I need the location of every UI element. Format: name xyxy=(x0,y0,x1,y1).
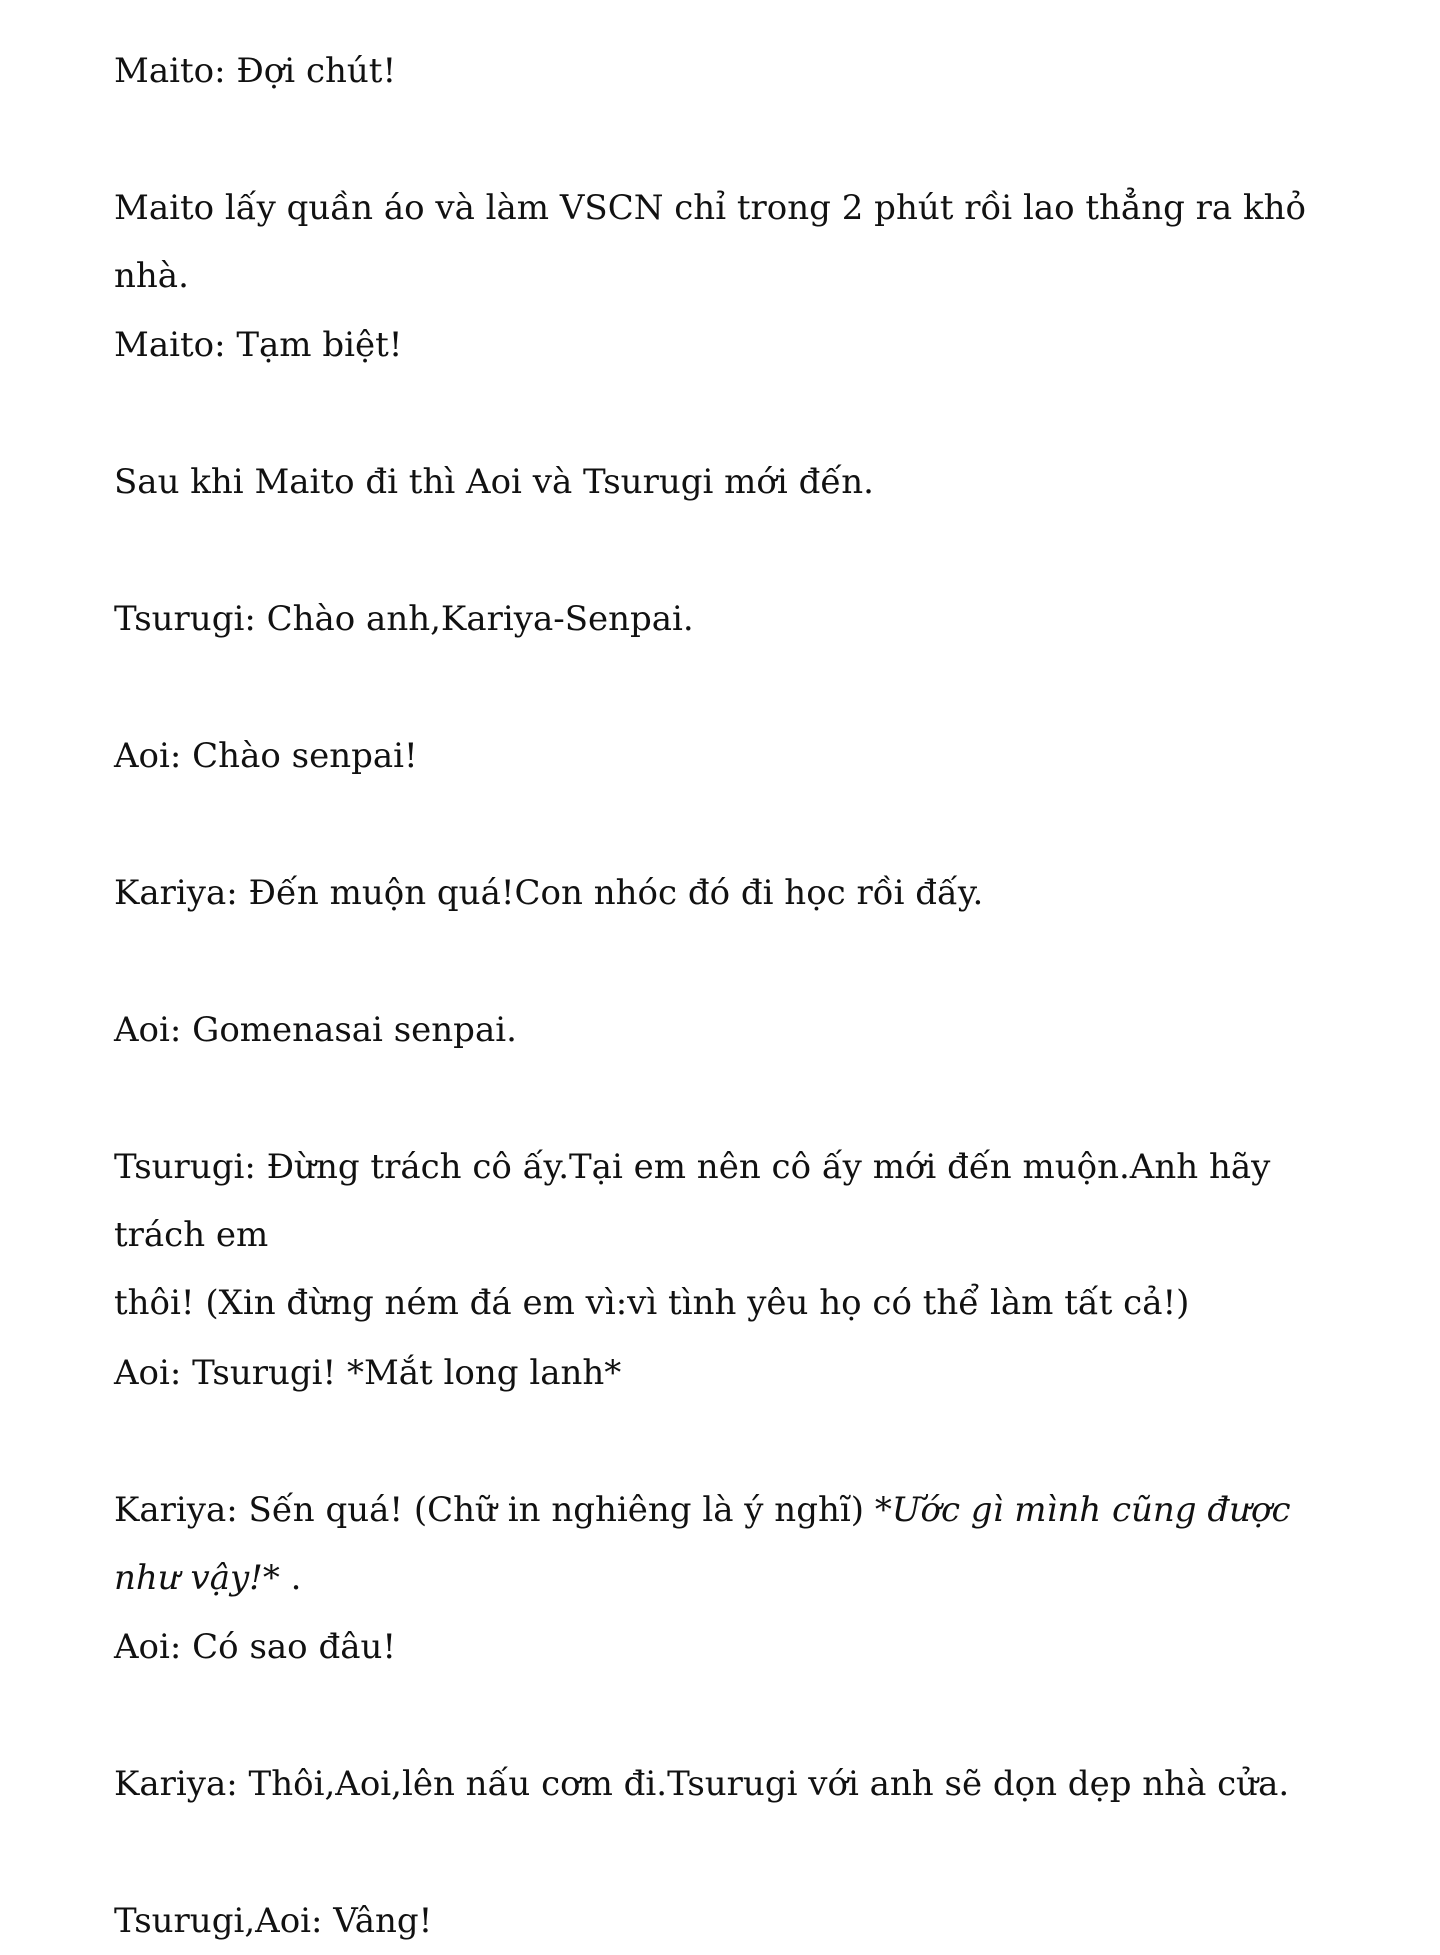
paragraph-kariya-thought xyxy=(114,1476,1340,1612)
paragraph-aoi-no-problem: Aoi: Có sao đâu! xyxy=(114,1627,397,1667)
paragraph-tsurugi-defense-line2: thôi! (Xin đừng ném đá em vì:vì tình yêu họ có thể làm tất cả!) xyxy=(114,1283,1190,1323)
paragraph-narration-arrival: Sau khi Maito đi thì Aoi và Tsurugi mới đến. xyxy=(114,462,874,502)
paragraph-aoi-greeting: Aoi: Chào senpai! xyxy=(114,736,418,776)
paragraph-tsurugi-greeting: Tsurugi: Chào anh,Kariya-Senpai. xyxy=(114,599,694,639)
paragraph-kariya-thought-italic: *Ước gì mình cũng được như vậy!* xyxy=(114,1490,1291,1598)
paragraph-aoi-sparkle: Aoi: Tsurugi! *Mắt long lanh* xyxy=(114,1353,622,1393)
paragraph-aoi-apology: Aoi: Gomenasai senpai. xyxy=(114,1010,517,1050)
paragraph-tsurugi-defense xyxy=(114,1133,1340,1337)
paragraph-kariya-thought-suffix: . xyxy=(279,1558,302,1598)
paragraph-kariya-late: Kariya: Đến muộn quá!Con nhóc đó đi học rồi đấy. xyxy=(114,873,984,913)
paragraph-kariya-thought-prefix: Kariya: Sến quá! (Chữ in nghiêng là ý nghĩ) xyxy=(114,1490,875,1530)
paragraph-maito-goodbye: Maito: Tạm biệt! xyxy=(114,325,403,365)
paragraph-tsurugi-defense-line1: Tsurugi: Đừng trách cô ấy.Tại em nên cô ấy mới đến muộn.Anh hãy trách em xyxy=(114,1147,1271,1255)
paragraph-kariya-instructions: Kariya: Thôi,Aoi,lên nấu cơm đi.Tsurugi với anh sẽ dọn dẹp nhà cửa. xyxy=(114,1764,1290,1804)
paragraph-maito-leaves: Maito lấy quần áo và làm VSCN chỉ trong 2 phút rồi lao thẳng ra khỏ nhà. xyxy=(114,188,1306,296)
paragraph-tsurugi-aoi-reply: Tsurugi,Aoi: Vâng! xyxy=(114,1901,433,1941)
paragraph-maito-wait: Maito: Đợi chút! xyxy=(114,51,397,91)
